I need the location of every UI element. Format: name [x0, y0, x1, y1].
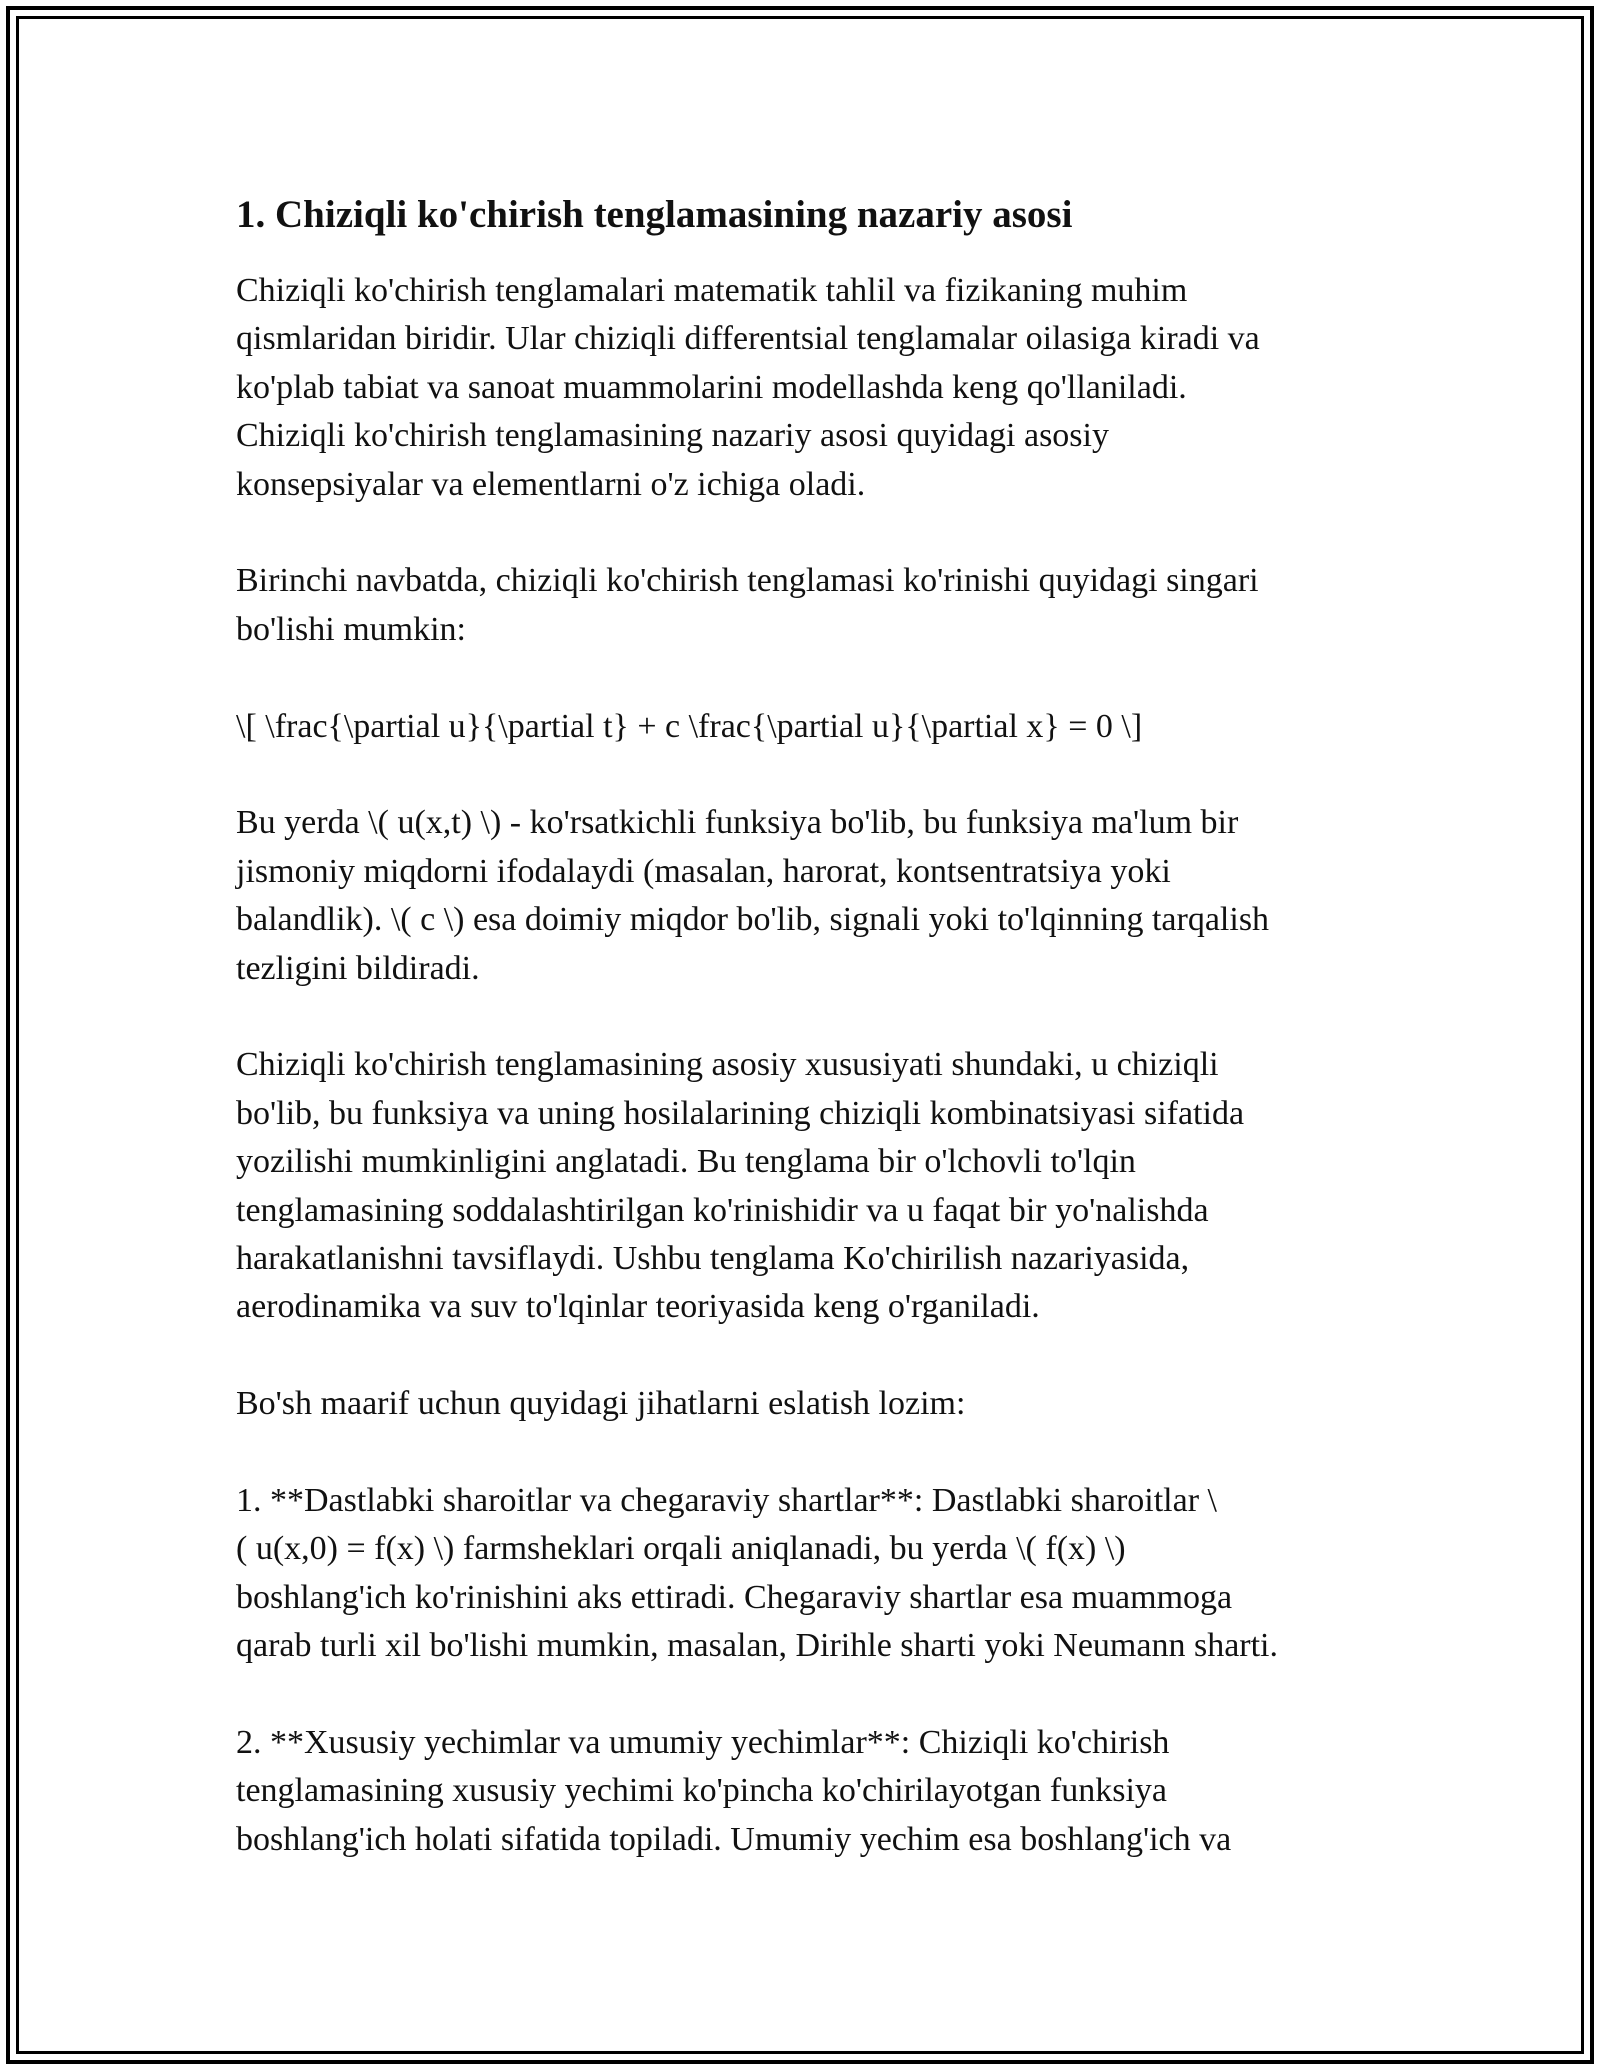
text-line: Bu yerda \( u(x,t) \) - ko'rsatkichli funksiya bo'lib, bu funksiya ma'lum bir [236, 804, 1239, 842]
section-heading: 1. Chiziqli ko'chirish tenglamasining nazariy asosi [236, 193, 1073, 236]
blank-line [236, 993, 1376, 1041]
text-line: tenglamasining soddalashtirilgan ko'rinishidir va u faqat bir yo'nalishda [236, 1191, 1209, 1229]
text-line: jismoniy miqdorni ifodalaydi (masalan, harorat, kontsentratsiya yoki [236, 852, 1171, 890]
blank-line [236, 654, 1376, 702]
text-line: yozilishi mumkinligini anglatadi. Bu tenglama bir o'lchovli to'lqin [236, 1143, 1136, 1181]
text-line: 1. **Dastlabki sharoitlar va chegaraviy shartlar**: Dastlabki sharoitlar \ [236, 1482, 1217, 1520]
text-line: ko'plab tabiat va sanoat muammolarini modellashda keng qo'llaniladi. [236, 368, 1187, 406]
text-line: aerodinamika va suv to'lqinlar teoriyasida keng o'rganiladi. [236, 1288, 1040, 1326]
text-line: tezligini bildiradi. [236, 949, 480, 987]
text-line: balandlik). \( c \) esa doimiy miqdor bo'lib, signali yoki to'lqinning tarqalish [236, 901, 1270, 939]
text-line: \[ \frac{\partial u}{\partial t} + c \frac{\partial u}{\partial x} = 0 \] [236, 707, 1143, 745]
document-body [236, 183, 1376, 1864]
text-line: qismlaridan biridir. Ular chiziqli differentsial tenglamalar oilasiga kiradi va [236, 320, 1260, 358]
text-line: Bo'sh maarif uchun quyidagi jihatlarni eslatish lozim: [236, 1385, 966, 1423]
text-line: ( u(x,0) = f(x) \) farmsheklari orqali aniqlanadi, bu yerda \( f(x) \) [236, 1530, 1126, 1568]
blank-line [236, 751, 1376, 799]
blank-line [236, 1671, 1376, 1719]
text-line: Chiziqli ko'chirish tenglamasining asosiy xususiyati shundaki, u chiziqli [236, 1046, 1219, 1084]
text-line: harakatlanishni tavsiflaydi. Ushbu tenglama Ko'chirilish nazariyasida, [236, 1240, 1190, 1278]
blank-line [236, 1429, 1376, 1477]
text-line: Chiziqli ko'chirish tenglamalari matematik tahlil va fizikaning muhim [236, 272, 1188, 309]
text-line: boshlang'ich ko'rinishini aks ettiradi. Chegaraviy shartlar esa muammoga [236, 1578, 1233, 1616]
text-line: bo'lishi mumkin: [236, 610, 466, 648]
text-line: bo'lib, bu funksiya va uning hosilalarining chiziqli kombinatsiyasi sifatida [236, 1094, 1245, 1132]
text-line: tenglamasining xususiy yechimi ko'pincha ko'chirilayotgan funksiya [236, 1772, 1168, 1810]
text-line: Chiziqli ko'chirish tenglamasining nazariy asosi quyidagi asosiy [236, 417, 1109, 455]
blank-line [236, 509, 1376, 557]
paragraph-text [236, 267, 1376, 1864]
text-line: konsepsiyalar va elementlarni o'z ichiga oladi. [236, 465, 866, 503]
text-line: qarab turli xil bo'lishi mumkin, masalan, Dirihle sharti yoki Neumann sharti. [236, 1627, 1278, 1665]
blank-line [236, 1332, 1376, 1380]
text-line: 2. **Xususiy yechimlar va umumiy yechimlar**: Chiziqli ko'chirish [236, 1724, 1170, 1762]
text-line: Birinchi navbatda, chiziqli ko'chirish tenglamasi ko'rinishi quyidagi singari [236, 562, 1259, 600]
text-line: boshlang'ich holati sifatida topiladi. Umumiy yechim esa boshlang'ich va [236, 1820, 1232, 1858]
